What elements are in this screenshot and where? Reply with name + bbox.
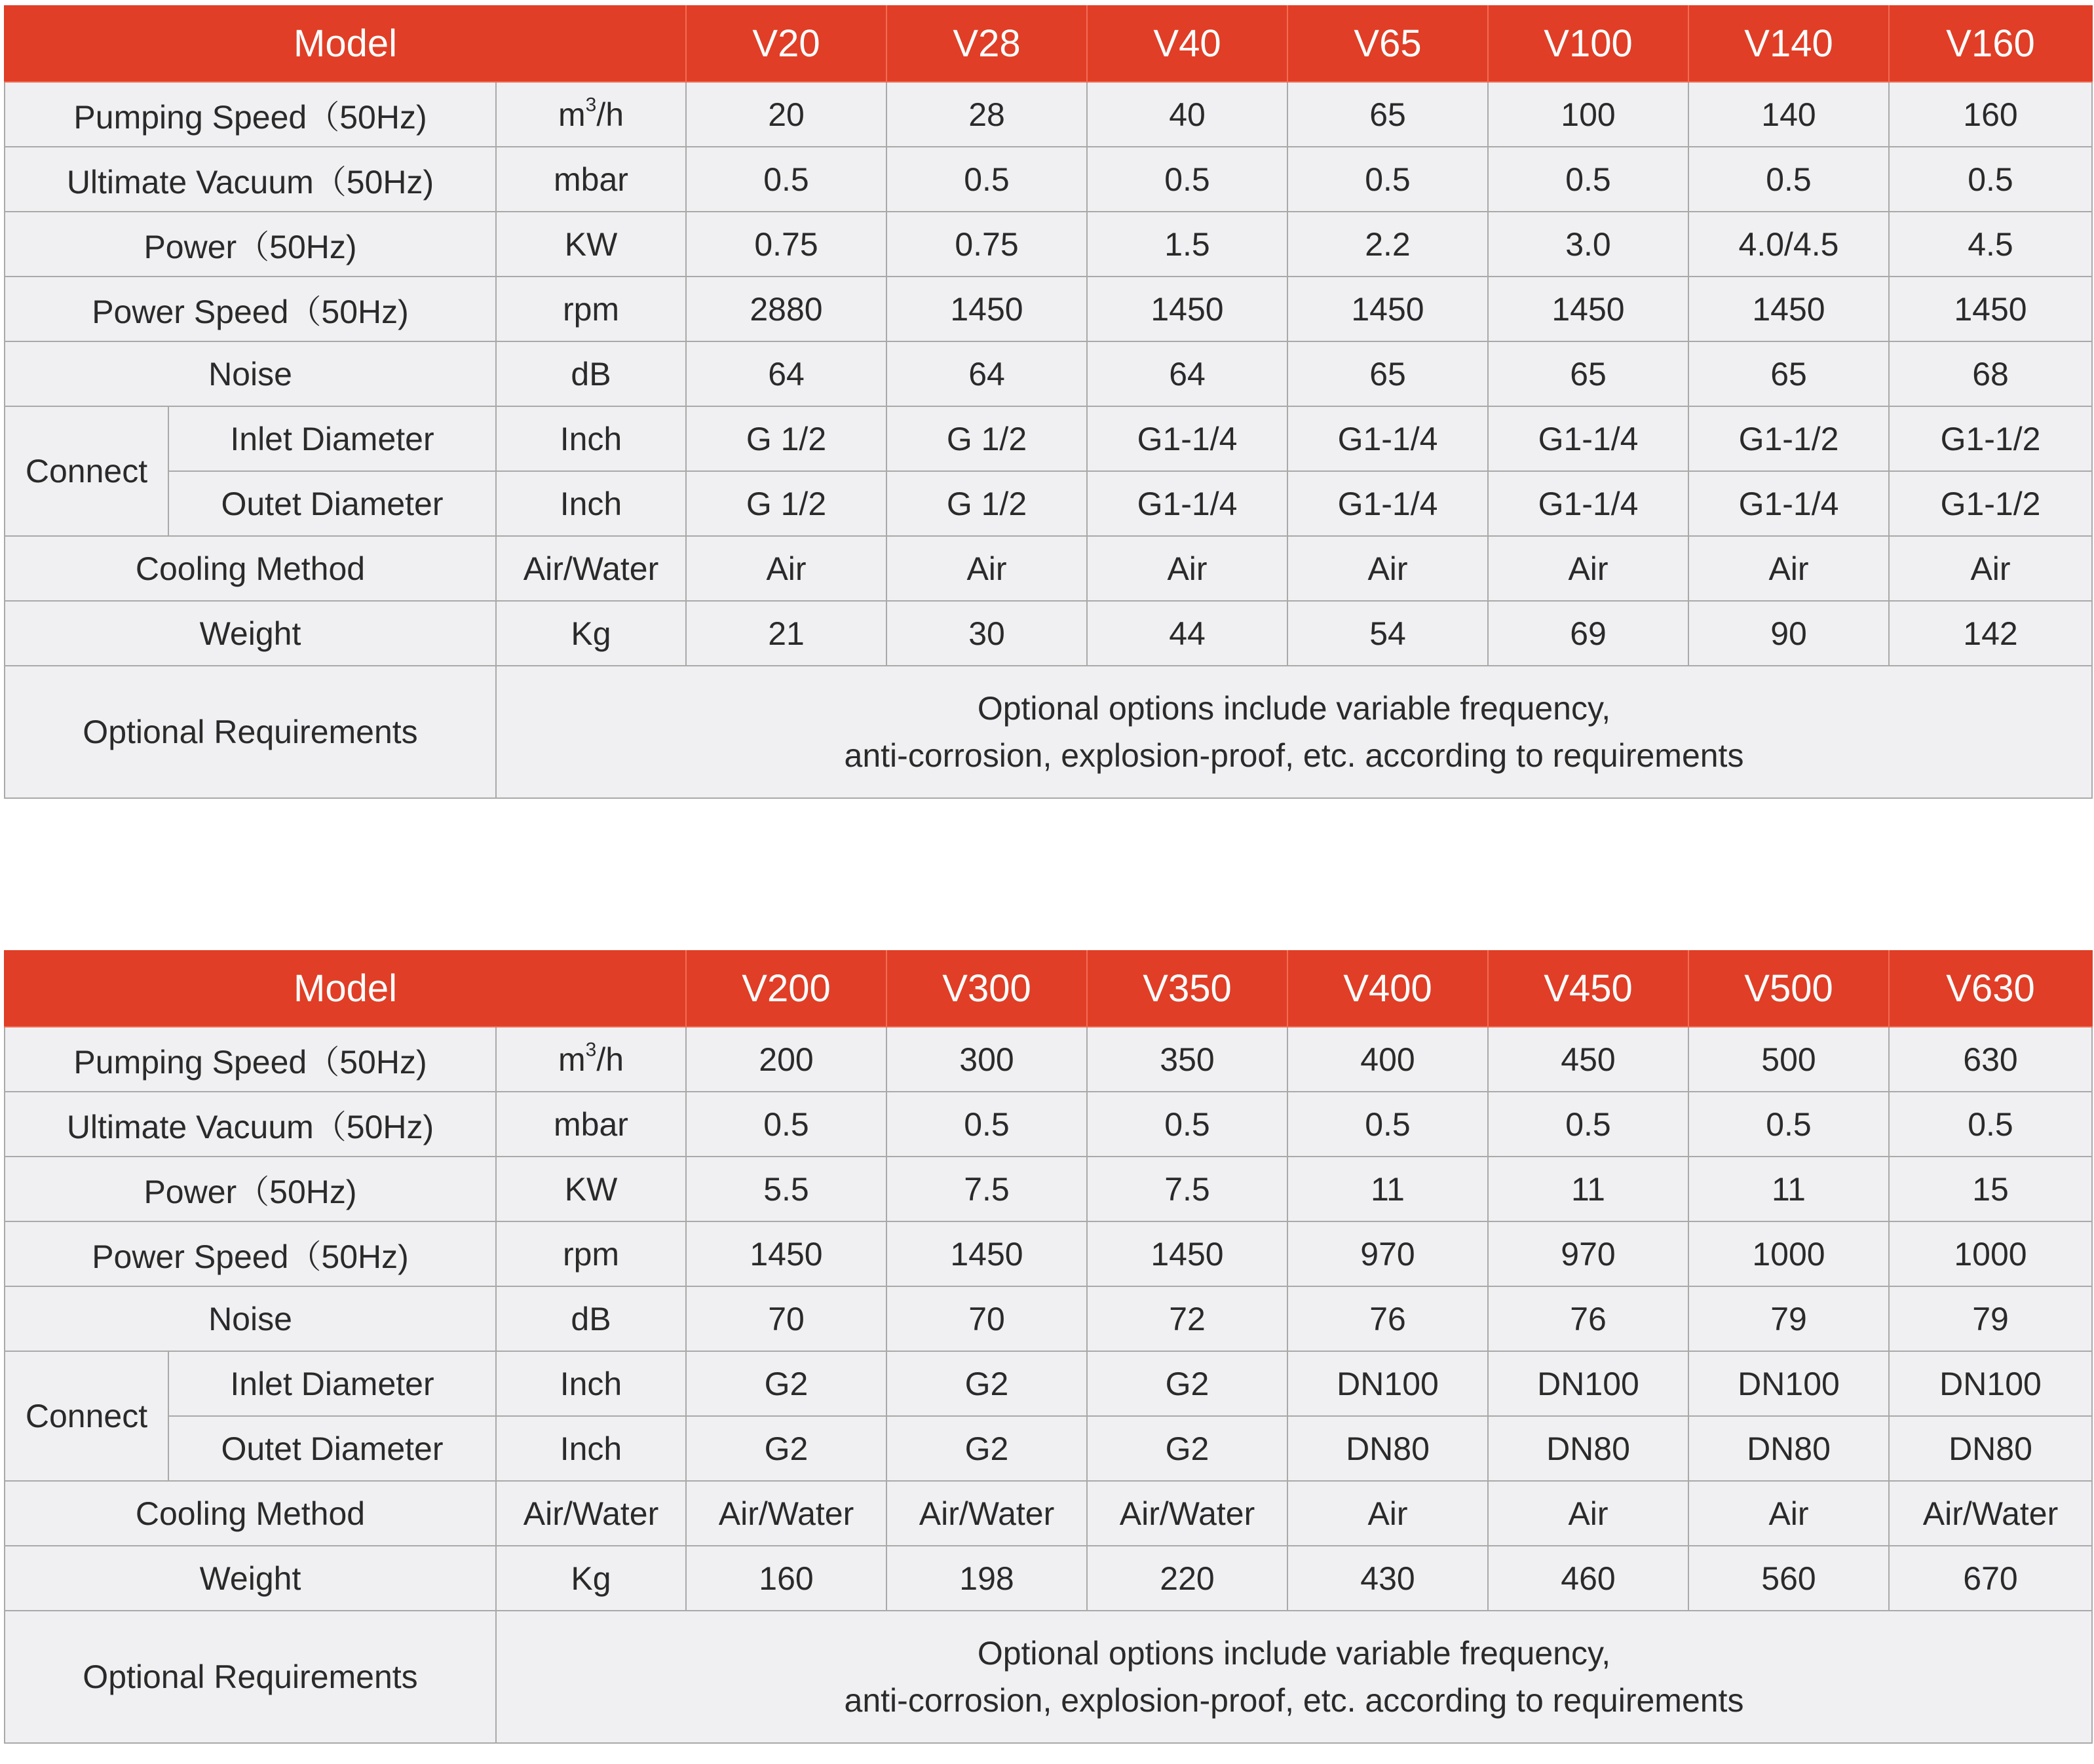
power-row: [5, 212, 2092, 277]
value-cell: 64: [886, 341, 1087, 406]
value-cell: 0.5: [686, 147, 886, 212]
row-label: Pumping Speed（50Hz): [5, 1027, 496, 1092]
value-cell: 44: [1087, 601, 1287, 666]
power-speed-row: [5, 277, 2092, 341]
value-cell: G1-1/4: [1287, 471, 1488, 536]
value-cell: G2: [686, 1351, 886, 1416]
row-label: Power（50Hz): [5, 212, 496, 277]
model-name: V20: [686, 5, 886, 82]
model-name: V630: [1889, 950, 2092, 1027]
unit-cell: Inch: [496, 471, 686, 536]
value-cell: 0.5: [1889, 147, 2092, 212]
unit-cell: Air/Water: [496, 536, 686, 601]
model-header: Model: [5, 950, 686, 1027]
value-cell: 630: [1889, 1027, 2092, 1092]
unit-cell: KW: [496, 212, 686, 277]
unit-cell: Inch: [496, 1416, 686, 1481]
model-name: V65: [1287, 5, 1488, 82]
inlet-diameter-row: [5, 1351, 2092, 1416]
value-cell: G2: [686, 1416, 886, 1481]
value-cell: Air: [1488, 536, 1688, 601]
weight-row: [5, 1546, 2092, 1611]
value-cell: Air: [1688, 1481, 1889, 1546]
value-cell: 0.75: [686, 212, 886, 277]
unit-cell: mbar: [496, 1092, 686, 1157]
value-cell: 79: [1688, 1286, 1889, 1351]
value-cell: G1-1/4: [1488, 471, 1688, 536]
value-cell: 1450: [1488, 277, 1688, 341]
value-cell: G 1/2: [886, 471, 1087, 536]
value-cell: 198: [886, 1546, 1087, 1611]
value-cell: 1000: [1889, 1221, 2092, 1286]
value-cell: 670: [1889, 1546, 2092, 1611]
row-label: Power Speed（50Hz): [5, 1221, 496, 1286]
outlet-diameter-row: [5, 471, 2092, 536]
row-label: Cooling Method: [5, 1481, 496, 1546]
value-cell: G 1/2: [686, 406, 886, 471]
model-name: V450: [1488, 950, 1688, 1027]
value-cell: 460: [1488, 1546, 1688, 1611]
value-cell: 1450: [1087, 277, 1287, 341]
inlet-diameter-row: [5, 406, 2092, 471]
unit-cell: dB: [496, 1286, 686, 1351]
unit-cell: Inch: [496, 406, 686, 471]
model-name: V300: [886, 950, 1087, 1027]
unit-cell: rpm: [496, 277, 686, 341]
unit-base: m: [558, 96, 586, 133]
value-cell: 350: [1087, 1027, 1287, 1092]
value-cell: 0.5: [886, 147, 1087, 212]
value-cell: 7.5: [1087, 1157, 1287, 1221]
row-label: Optional Requirements: [5, 1611, 496, 1743]
noise-row: [5, 1286, 2092, 1351]
header-row: [5, 5, 2092, 82]
value-cell: DN100: [1688, 1351, 1889, 1416]
value-cell: 1450: [1889, 277, 2092, 341]
row-label: Weight: [5, 601, 496, 666]
value-cell: 1000: [1688, 1221, 1889, 1286]
value-cell: 0.5: [1087, 1092, 1287, 1157]
value-cell: 0.5: [1488, 1092, 1688, 1157]
optional-requirements-row: [5, 666, 2092, 798]
row-label: Cooling Method: [5, 536, 496, 601]
value-cell: 1450: [886, 277, 1087, 341]
value-cell: G1-1/4: [1287, 406, 1488, 471]
value-cell: 15: [1889, 1157, 2092, 1221]
spec-table-1: [4, 5, 2093, 799]
value-cell: G1-1/2: [1688, 406, 1889, 471]
value-cell: 65: [1287, 341, 1488, 406]
value-cell: DN100: [1287, 1351, 1488, 1416]
row-label: Inlet Diameter: [168, 406, 496, 471]
value-cell: 160: [1889, 82, 2092, 147]
unit-cell: rpm: [496, 1221, 686, 1286]
value-cell: 11: [1688, 1157, 1889, 1221]
value-cell: 68: [1889, 341, 2092, 406]
value-cell: 65: [1287, 82, 1488, 147]
value-cell: 70: [886, 1286, 1087, 1351]
value-cell: 69: [1488, 601, 1688, 666]
value-cell: 76: [1488, 1286, 1688, 1351]
value-cell: 4.0/4.5: [1688, 212, 1889, 277]
value-cell: G 1/2: [886, 406, 1087, 471]
value-cell: G1-1/4: [1087, 471, 1287, 536]
model-name: V200: [686, 950, 886, 1027]
value-cell: DN80: [1287, 1416, 1488, 1481]
value-cell: Air: [1488, 1481, 1688, 1546]
unit-tail: /h: [596, 96, 624, 133]
value-cell: 0.5: [886, 1092, 1087, 1157]
value-cell: 100: [1488, 82, 1688, 147]
value-cell: 0.5: [1287, 1092, 1488, 1157]
model-header: Model: [5, 5, 686, 82]
value-cell: 65: [1488, 341, 1688, 406]
value-cell: 300: [886, 1027, 1087, 1092]
value-cell: G2: [886, 1416, 1087, 1481]
value-cell: 142: [1889, 601, 2092, 666]
value-cell: G1-1/4: [1488, 406, 1688, 471]
unit-tail: /h: [596, 1041, 624, 1078]
value-cell: 11: [1287, 1157, 1488, 1221]
unit-cell: dB: [496, 341, 686, 406]
value-cell: G2: [1087, 1416, 1287, 1481]
value-cell: 2880: [686, 277, 886, 341]
value-cell: Air/Water: [1889, 1481, 2092, 1546]
row-label: Power Speed（50Hz): [5, 277, 496, 341]
value-cell: 21: [686, 601, 886, 666]
value-cell: 2.2: [1287, 212, 1488, 277]
value-cell: 0.5: [1488, 147, 1688, 212]
connect-group-label: Connect: [5, 406, 168, 536]
optional-line-2: anti-corrosion, explosion-proof, etc. according to requirements: [844, 1682, 1744, 1719]
value-cell: 200: [686, 1027, 886, 1092]
value-cell: 20: [686, 82, 886, 147]
value-cell: 90: [1688, 601, 1889, 666]
unit-cell: mbar: [496, 147, 686, 212]
value-cell: 40: [1087, 82, 1287, 147]
row-label: Noise: [5, 341, 496, 406]
unit-cell: [496, 1027, 686, 1092]
value-cell: G2: [1087, 1351, 1287, 1416]
optional-line-1: Optional options include variable frequency,: [977, 1635, 1611, 1672]
optional-requirements-row: [5, 1611, 2092, 1743]
row-label: Ultimate Vacuum（50Hz): [5, 147, 496, 212]
value-cell: G1-1/4: [1087, 406, 1287, 471]
value-cell: Air/Water: [1087, 1481, 1287, 1546]
model-name: V40: [1087, 5, 1287, 82]
value-cell: 970: [1287, 1221, 1488, 1286]
value-cell: 0.5: [1688, 147, 1889, 212]
value-cell: 11: [1488, 1157, 1688, 1221]
value-cell: 0.5: [686, 1092, 886, 1157]
row-label: Power（50Hz): [5, 1157, 496, 1221]
unit-cell: KW: [496, 1157, 686, 1221]
value-cell: Air: [1087, 536, 1287, 601]
pumping-speed-row: [5, 1027, 2092, 1092]
unit-superscript: 3: [585, 94, 597, 115]
unit-base: m: [558, 1041, 586, 1078]
model-name: V350: [1087, 950, 1287, 1027]
value-cell: 450: [1488, 1027, 1688, 1092]
value-cell: G1-1/4: [1688, 471, 1889, 536]
value-cell: DN100: [1889, 1351, 2092, 1416]
unit-superscript: 3: [585, 1039, 597, 1060]
value-cell: Air/Water: [886, 1481, 1087, 1546]
optional-line-1: Optional options include variable frequency,: [977, 690, 1611, 727]
value-cell: Air: [1688, 536, 1889, 601]
value-cell: 430: [1287, 1546, 1488, 1611]
value-cell: G1-1/2: [1889, 471, 2092, 536]
weight-row: [5, 601, 2092, 666]
value-cell: 160: [686, 1546, 886, 1611]
row-label: Ultimate Vacuum（50Hz): [5, 1092, 496, 1157]
model-name: V400: [1287, 950, 1488, 1027]
value-cell: 1.5: [1087, 212, 1287, 277]
row-label: Outet Diameter: [168, 1416, 496, 1481]
cooling-method-row: [5, 1481, 2092, 1546]
value-cell: Air: [1287, 1481, 1488, 1546]
row-label: Pumping Speed（50Hz): [5, 82, 496, 147]
value-cell: 0.5: [1087, 147, 1287, 212]
value-cell: 500: [1688, 1027, 1889, 1092]
value-cell: 1450: [686, 1221, 886, 1286]
value-cell: 0.5: [1688, 1092, 1889, 1157]
unit-cell: Air/Water: [496, 1481, 686, 1546]
value-cell: Air/Water: [686, 1481, 886, 1546]
value-cell: G1-1/2: [1889, 406, 2092, 471]
value-cell: 220: [1087, 1546, 1287, 1611]
optional-requirements-text: [496, 666, 2092, 798]
value-cell: 72: [1087, 1286, 1287, 1351]
value-cell: 3.0: [1488, 212, 1688, 277]
unit-cell: Kg: [496, 601, 686, 666]
value-cell: Air: [1889, 536, 2092, 601]
value-cell: 5.5: [686, 1157, 886, 1221]
value-cell: 0.5: [1287, 147, 1488, 212]
model-name: V140: [1688, 5, 1889, 82]
value-cell: 1450: [1688, 277, 1889, 341]
value-cell: 64: [1087, 341, 1287, 406]
value-cell: 560: [1688, 1546, 1889, 1611]
value-cell: 70: [686, 1286, 886, 1351]
value-cell: 65: [1688, 341, 1889, 406]
ultimate-vacuum-row: [5, 147, 2092, 212]
value-cell: 1450: [886, 1221, 1087, 1286]
value-cell: DN80: [1688, 1416, 1889, 1481]
row-label: Optional Requirements: [5, 666, 496, 798]
pumping-speed-row: [5, 82, 2092, 147]
value-cell: 79: [1889, 1286, 2092, 1351]
value-cell: 30: [886, 601, 1087, 666]
value-cell: 7.5: [886, 1157, 1087, 1221]
unit-cell: [496, 82, 686, 147]
value-cell: 140: [1688, 82, 1889, 147]
value-cell: Air: [1287, 536, 1488, 601]
outlet-diameter-row: [5, 1416, 2092, 1481]
noise-row: [5, 341, 2092, 406]
value-cell: 76: [1287, 1286, 1488, 1351]
unit-cell: Inch: [496, 1351, 686, 1416]
cooling-method-row: [5, 536, 2092, 601]
unit-cell: Kg: [496, 1546, 686, 1611]
value-cell: 54: [1287, 601, 1488, 666]
value-cell: DN80: [1488, 1416, 1688, 1481]
value-cell: Air: [886, 536, 1087, 601]
model-name: V28: [886, 5, 1087, 82]
value-cell: 1450: [1287, 277, 1488, 341]
value-cell: Air: [686, 536, 886, 601]
value-cell: 64: [686, 341, 886, 406]
value-cell: G2: [886, 1351, 1087, 1416]
optional-line-2: anti-corrosion, explosion-proof, etc. according to requirements: [844, 737, 1744, 774]
value-cell: DN80: [1889, 1416, 2092, 1481]
model-name: V100: [1488, 5, 1688, 82]
row-label: Inlet Diameter: [168, 1351, 496, 1416]
model-name: V160: [1889, 5, 2092, 82]
ultimate-vacuum-row: [5, 1092, 2092, 1157]
value-cell: DN100: [1488, 1351, 1688, 1416]
spec-table-2: [4, 950, 2093, 1744]
value-cell: 0.75: [886, 212, 1087, 277]
value-cell: 970: [1488, 1221, 1688, 1286]
header-row: [5, 950, 2092, 1027]
value-cell: 0.5: [1889, 1092, 2092, 1157]
power-speed-row: [5, 1221, 2092, 1286]
row-label: Weight: [5, 1546, 496, 1611]
value-cell: 4.5: [1889, 212, 2092, 277]
value-cell: G 1/2: [686, 471, 886, 536]
value-cell: 28: [886, 82, 1087, 147]
model-name: V500: [1688, 950, 1889, 1027]
row-label: Outet Diameter: [168, 471, 496, 536]
connect-group-label: Connect: [5, 1351, 168, 1481]
optional-requirements-text: [496, 1611, 2092, 1743]
row-label: Noise: [5, 1286, 496, 1351]
power-row: [5, 1157, 2092, 1221]
value-cell: 1450: [1087, 1221, 1287, 1286]
value-cell: 400: [1287, 1027, 1488, 1092]
